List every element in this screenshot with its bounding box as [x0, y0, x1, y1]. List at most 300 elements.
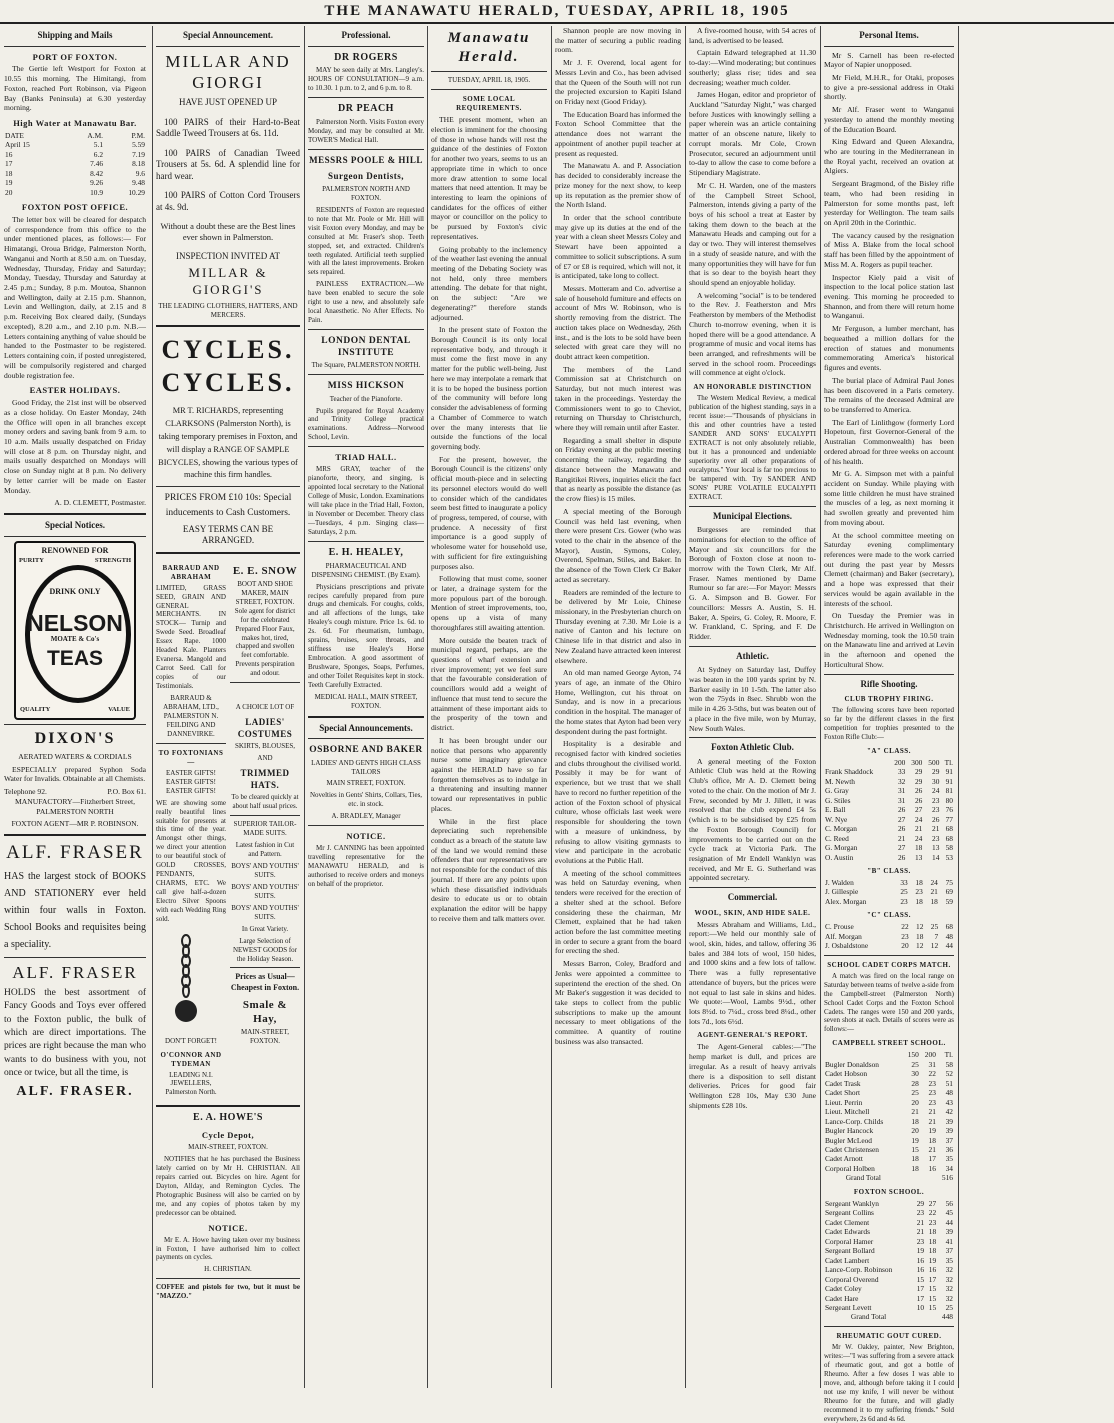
- news-paragraph: Mr J. F. Overend, local agent for Messrs Levin and Co., has been advised that the Queen of the South will not run the projected excursion to Kapiti Island on Friday next (Good Friday).: [555, 58, 681, 107]
- trimmed-hats: TRIMMED HATS.: [240, 768, 290, 790]
- table-cell: 21: [911, 1107, 919, 1117]
- table-cell: 91: [945, 776, 953, 786]
- table-cell: 200: [894, 757, 906, 767]
- table-row: [824, 1145, 954, 1154]
- table-cell: Cadet Short: [825, 1088, 861, 1098]
- table-cell: 18: [928, 1135, 936, 1145]
- dont-forget: DON'T FORGET!: [165, 1036, 217, 1045]
- section-heading: Shipping and Mails: [37, 30, 113, 40]
- ladies-costumes: LADIES' COSTUMES: [237, 717, 293, 739]
- editorial-paragraph: THE present moment, when an election is imminent for the choosing of those in whose hands will rest the guidance of the destinies of Foxton for another two years, seems to us an appropriate time in which to once more draw attention to some local matters that need attention. It may be interesting to learn the opinions of candidates for the offices of either mayor or councillor on the policy to be pursued by Foxton's civic representatives.: [431, 115, 547, 241]
- chain-illustration: [156, 933, 216, 1028]
- news-paragraph: Regarding a small shelter in dispute on Friday evening at the public meeting concerning the railway, regarding the distance between the Manawatu and Rangitikei Rivers, inquiries elicit the fact that as nearly as possible the distance (as the crow flies) is 15 miles.: [555, 435, 681, 504]
- opened-line: HAVE JUST OPENED UP: [179, 97, 277, 108]
- port-heading: PORT OF FOXTON.: [32, 51, 118, 62]
- table-cell: [920, 1173, 937, 1182]
- table-row: [824, 887, 954, 896]
- table-cell: 76: [945, 805, 953, 815]
- class-c-heading: "C" CLASS.: [867, 911, 911, 920]
- foxtonians-heading: TO FOXTONIANS—: [158, 748, 224, 766]
- news-paragraph: James Hogan, editor and proprietor of Auckland "Saturday Night," was charged before Justices with knowingly selling a paper wherein was an article containing matter of an obscene nature, likely to corrupt morals. Mr Cole, Crown Prosecutor, secured an adjournment until to-day to allow the case to come before a Stipendiary Magistrate.: [689, 90, 816, 178]
- personal-item: King Edward and Queen Alexandra, who are touring in the Mediterranean in the Royal yacht, received an ovation at Algiers.: [824, 137, 954, 176]
- fraser-title-2: ALF. FRASER: [12, 963, 138, 983]
- table-cell: 18: [915, 896, 923, 906]
- class-c-table: [824, 922, 954, 950]
- latest-line: Latest fashion in Cut and Pattern.: [235, 841, 295, 858]
- table-cell: 75: [945, 877, 953, 887]
- post-office-heading: FOXTON POST OFFICE.: [21, 202, 129, 213]
- news-paragraph: The Manawatu A. and P. Association has decided to considerably increase the prize money for the next show, to keep up its reputation as the premier show of the North Island.: [555, 161, 681, 210]
- table-cell: 516: [941, 1173, 953, 1183]
- table-cell: Cadet Trask: [825, 1078, 861, 1088]
- table-cell: 9.6: [135, 168, 145, 178]
- fraser-books-text: HAS the largest stock of BOOKS AND STATIONERY ever held within four walls in Foxton. School Books and requisites being a speciality.: [4, 871, 146, 951]
- personal-item: The burial place of Admiral Paul Jones has been discovered in a Paris cemetery. The remains of the deceased Admiral are to be transferred to America.: [824, 375, 954, 414]
- news-paragraph: In order that the school contribute may give up its duties at the end of the year with a clean sheet Messrs Coley and Stewart have been appointed a committee to solicit subscriptions. A sum of £7 or £8 is required, which will not, it is anticipated, take long to collect.: [555, 212, 681, 281]
- table-cell: G. Morgan: [825, 843, 858, 853]
- cycles-title: CYCLES. CYCLES.: [161, 334, 295, 397]
- hickson-subtitle: Teacher of the Pianoforte.: [329, 394, 403, 403]
- table-cell: 21: [932, 824, 940, 834]
- osborne-baker-subtitle: LADIES' AND GENTS HIGH CLASS TAILORS: [311, 758, 421, 776]
- table-cell: 25: [930, 922, 939, 932]
- personal-item: The vacancy caused by the resignation of Miss A. Blake from the local school staff has been filled by the appointment of Miss M. A. Rogers as pupil teacher.: [824, 230, 954, 269]
- athletic-club-heading: Foxton Athletic Club.: [711, 742, 794, 753]
- fraser-signoff: ALF. FRASER.: [16, 1084, 134, 1100]
- table-cell: J. Walden: [825, 877, 854, 887]
- table-row: [824, 796, 954, 805]
- table-cell: 39: [945, 1227, 953, 1237]
- table-cell: 35: [945, 1255, 953, 1265]
- boys-line: BOYS' AND YOUTHS' SUITS.: [231, 903, 299, 921]
- table-row: [824, 932, 954, 941]
- choice-line: A CHOICE LOT OF: [235, 703, 295, 712]
- howe-address: MAIN-STREET, FOXTON.: [188, 1143, 268, 1152]
- table-cell: 22: [928, 1208, 937, 1218]
- table-cell: 51: [945, 1078, 953, 1088]
- news-paragraph: A five-roomed house, with 54 acres of land, is advertised to be leased.: [689, 26, 816, 45]
- table-cell: 43: [945, 1097, 953, 1107]
- table-row: [824, 1088, 954, 1097]
- table-cell: 18: [928, 1227, 937, 1237]
- rifle-text: The following scores have been reported so far by the different classes in the first competition for trophies presented to the Foxton Rifle Club:—: [824, 706, 954, 741]
- newest-line: Large Selection of NEWEST GOODS for the Holiday Season.: [232, 936, 298, 963]
- osborne-baker-address: MAIN STREET, FOXTON.: [326, 779, 406, 788]
- table-row: [824, 1199, 954, 1208]
- oconnor-text: LEADING N.I. JEWELLERS, Palmerston North.: [165, 1070, 217, 1097]
- table-cell: 27: [928, 1198, 937, 1208]
- table-cell: Cadet Edwards: [825, 1227, 870, 1237]
- table-row: [4, 159, 146, 168]
- gifts-heading: EASTER GIFTS! EASTER GIFTS! EASTER GIFTS!: [166, 768, 216, 795]
- howe-text: NOTIFIES that he has purchased the Business lately carried on by Mr H. CHRISTIAN. All repairs carried out. Bicycles on hire. Agent for Dayton, Allday, and Remington Cycles. The Photographic Business will also be carried on by me, and any copies of photos taken by my predecessor can be obtained.: [156, 1155, 300, 1217]
- table-cell: Cadet Coley: [825, 1284, 862, 1294]
- post-office-text: The letter box will be cleared for despatch of correspondence from this office to the under mentioned places, as follows:— For Himatangi, Oroua Bridge, Palmerston North, Wanganui and North at 8.50 a.m. on Tuesday, Wednesday, Thursday, Friday and Saturday; Monday, Tuesday, Thursday and Saturday at 2.45 p.m.; Sunday, 8 p.m. Moutoa, Shannon and Wellington, daily at 2.15 p.m. Shannon, Levin and Wellington, daily, at 2.15 and 8 p.m. Receiving Box cleared daily, (Sundays excepted), 8.20 a.m., and 2.10 p.m. N.B.—Letters containing anything of value should be handed to the Postmaster to be registered. Letters containing coin, if posted unregistered, will be compulsorily registered and charged double registration fee.: [4, 215, 146, 380]
- table-cell: 15: [928, 1303, 937, 1312]
- table-cell: 23: [928, 1217, 937, 1227]
- table-cell: April 15: [5, 140, 30, 150]
- snow-title: E. E. SNOW: [232, 564, 298, 577]
- table-cell: 8.18: [132, 159, 145, 169]
- table-row: [4, 150, 146, 159]
- table-cell: 7.19: [132, 149, 145, 159]
- snow-text: BOOT AND SHOE MAKER, MAIN STREET, FOXTON. Sole agent for district for the celebrated Prepared Floor Faux, makes hot, tired, chapped and swollen feet comfortable. Prevents perspiration and odour.: [234, 579, 296, 678]
- peach-text: Palmerston North. Visits Foxton every Monday, and may be consulted at Mr. TOWER'S Medical Hall.: [308, 117, 424, 144]
- novelties-text: Novelties in Gents' Shirts, Collars, Ties, etc. in stock.: [309, 791, 423, 809]
- table-cell: 12: [916, 922, 924, 932]
- dixon-title: DIXON'S: [34, 729, 116, 747]
- table-row: [824, 1164, 954, 1173]
- table-cell: 23: [928, 1088, 936, 1098]
- column-professional: [308, 26, 424, 1388]
- table-row: [824, 1117, 954, 1126]
- news-paragraph: The members of the Land Commission sat at Christchurch on Saturday, but not much interest was taken in the proceedings. Yesterday the Commissioners went to go to Cheviot, returning on Thursday to Christchurch, where they will remain until after Easter.: [555, 364, 681, 433]
- healey-title: E. H. HEALEY,: [328, 546, 404, 558]
- table-cell: 24: [932, 786, 940, 796]
- table-cell: 25: [911, 1059, 919, 1069]
- gout-heading: RHEUMATIC GOUT CURED.: [836, 1331, 942, 1340]
- table-cell: 15: [928, 1293, 937, 1303]
- athletic-club-text: A general meeting of the Foxton Athletic Club was held at the Rowing Club's office, Mr A. D. Clemett being voted to the chair. On the motion of Mr J. Frew, seconded by Mr J. Jillett, it was resolved that the club expend £4 5s (which is to be subsidised by £25 from the Foxton Borough Council) for improvements to be carried out on the cycle track at Victoria Park. The resignation of Mr Endell Wanklyn was received, and Mr E. G. Sutherland was appointed secretary.: [689, 756, 816, 883]
- table-cell: 41: [945, 1236, 953, 1246]
- easter-text: Good Friday, the 21st inst will be observed as a close holiday. On Easter Monday, 24th the Office will open in all branches except money orders and saving bank from 9 a.m. to 10 a.m. Mails usually despatched on Friday will close at 8 p.m. on Thursday night, and mails usually despatched on Mondays will close on Sunday night at 8 p.m. No delivery by letter carrier will be made on Easter Monday.: [4, 398, 146, 495]
- table-row: [824, 1294, 954, 1303]
- wool-sale-text: Messrs Abraham and Williams, Ltd., report:—We held our monthly sale of wool, skin, hides, and tallow, offering 36 bales and 384 lots of wool, 150 hides, and 1000 skins and a few lots of tallow. There was a fully representative attendance of buyers, but the prices were not equal to last sale in skins and hides. We quote:—Wool, Lambs 9½d., other lots 8½d. to 7¼d., cross bred 8¼d., other lots 7d., lots 6½d.: [689, 919, 816, 1026]
- fraser-title: ALF. FRASER: [6, 842, 144, 864]
- table-cell: Frank Shaddock: [825, 767, 874, 777]
- table-cell: Cadet Lambert: [825, 1255, 870, 1265]
- table-cell: 29: [932, 767, 940, 777]
- agent-general-heading: AGENT-GENERAL'S REPORT.: [697, 1031, 808, 1040]
- herald-title: Manawatu Herald.: [447, 30, 531, 66]
- personal-item: Mr G. A. Simpson met with a painful accident on Sunday. While playing with some little children he must have strained the muscles of a leg, as next morning it had swollen greatly and prevented him from moving about.: [824, 469, 954, 527]
- table-row: [824, 941, 954, 950]
- cadet-text: A match was fired on the local range on Saturday between teams of twelve a-side from the Campbell-street (Palmerston North) School Cadet Corps and the Foxton School Cadets. The ranges were 150 and 200 yards, seven shots at each. Details of scores were as follows:—: [824, 971, 954, 1034]
- table-cell: 21: [928, 1116, 936, 1126]
- dixon-agent: FOXTON AGENT—MR P. ROBINSON.: [11, 819, 139, 829]
- commercial-heading: Commercial.: [727, 892, 778, 903]
- variety-line: In Great Variety.: [241, 924, 289, 933]
- table-row: [824, 777, 954, 786]
- table-cell: Cadet Clement: [825, 1217, 870, 1227]
- two-column-ads: [156, 559, 300, 1101]
- table-cell: 26: [932, 814, 940, 824]
- foxton-school-heading: FOXTON SCHOOL.: [853, 1187, 925, 1196]
- table-cell: [824, 758, 889, 767]
- bradley-manager: A. BRADLEY, Manager: [331, 812, 401, 821]
- table-row: [824, 878, 954, 887]
- london-dental-address: The Square, PALMERSTON NORTH.: [311, 361, 421, 370]
- table-row: [824, 1060, 954, 1069]
- table-cell: 80: [945, 795, 953, 805]
- trousers-line-1: 100 PAIRS of their Hard-to-Beat Saddle Tweed Trousers at 6s. 11d.: [156, 116, 300, 139]
- table-cell: 21: [897, 833, 906, 843]
- table-cell: 33: [897, 767, 906, 777]
- invited-line: INSPECTION INVITED AT: [176, 250, 280, 261]
- table-cell: 28: [911, 1078, 919, 1088]
- table-row: [824, 786, 954, 795]
- table-cell: 25: [900, 887, 908, 897]
- news-paragraph: Shannon people are now moving in the matter of securing a public reading room.: [555, 26, 681, 55]
- editorial-paragraph: Following that must come, sooner or later, a drainage system for the more populous part of the borough. Mention of street improvements, too, opens up a vista of many thoroughfares still awaiting attention.: [431, 574, 547, 632]
- table-cell: 48: [945, 931, 953, 941]
- table-cell: 5.1: [93, 140, 104, 150]
- table-row: [824, 1154, 954, 1163]
- table-row: [4, 140, 146, 149]
- table-row: [4, 178, 146, 187]
- editorial-paragraph: Going probably to the inclemency of the weather last evening the annual meeting of the Debating Society was not held, only three members attending. The debate for that night, on the subject: "Are we degenerating?" therefore stands adjourned.: [431, 244, 547, 322]
- column-special-announcement: [156, 26, 300, 1388]
- table-row: [824, 1079, 954, 1088]
- table-row: [824, 922, 954, 931]
- issue-date: TUESDAY, APRIL 18, 1905.: [447, 76, 531, 85]
- table-cell: DATE: [5, 130, 24, 140]
- column-rule: [551, 26, 552, 1388]
- table-cell: 18: [930, 896, 938, 906]
- table-cell: 17: [916, 1293, 925, 1303]
- news-paragraph: Messrs Barron, Coley, Bradford and Jenks were appointed a committee to superintend the erection of the shed. On Mr Baker's suggestion it was decided to take steps to collect from the public subscriptions to make up the amount necessary to meet obligations of the committee. A quantity of routine business was also transacted.: [555, 959, 681, 1046]
- smale-hay-title: Smale & Hay,: [242, 998, 288, 1025]
- wool-sale-heading: WOOL, SKIN, AND HIDE SALE.: [694, 908, 811, 917]
- table-cell: Lieut. Mitchell: [825, 1107, 870, 1117]
- table-cell: 53: [945, 852, 953, 862]
- table-cell: 26: [914, 786, 923, 796]
- table-cell: C. Prouse: [825, 922, 854, 932]
- table-cell: Lance-Corp. Childs: [825, 1116, 884, 1126]
- table-cell: 13: [932, 843, 940, 853]
- table-cell: 14: [932, 852, 940, 862]
- howe-subtitle: Cycle Depot,: [201, 1130, 255, 1141]
- table-cell: 6.2: [93, 149, 104, 159]
- clothiers-line: THE LEADING CLOTHIERS, HATTERS, AND MERCERS.: [158, 301, 298, 319]
- table-cell: 52: [945, 1069, 953, 1079]
- table-cell: 18: [911, 1163, 919, 1173]
- london-dental-title: LONDON DENTAL INSTITUTE: [321, 336, 411, 359]
- table-cell: 32: [945, 1284, 953, 1294]
- table-cell: 9.48: [132, 178, 145, 188]
- editorial-paragraph: It has been brought under our notice that persons who apparently nurse some imaginary grievance against the HERALD have so far forgotten themselves as to indulge in a threatening and insulting manner toward our representatives in public places.: [431, 735, 547, 813]
- class-a-table: [824, 758, 954, 862]
- column-news-2: [689, 26, 816, 1388]
- table-cell: Sergeant Collins: [825, 1208, 874, 1218]
- table-cell: 24: [914, 833, 923, 843]
- table-cell: E. Ball: [825, 805, 846, 815]
- tides-heading: High Water at Manawatu Bar.: [13, 117, 137, 128]
- osborne-baker-title: OSBORNE AND BAKER: [309, 745, 423, 756]
- table-row: [824, 897, 954, 906]
- table-cell: 33: [900, 877, 908, 887]
- gout-text: Mr W. Oakley, painter, New Brighton, writes:—"I was suffering from a severe attack of rheumatic gout, and got a bottle of Rheumo. After a few doses I was able to move, and, although before taking it I could not use my knife, I will never be without Rheumo for the future, and will gladly recommend it to my suffering friends." Sold everywhere, 2s 6d and 4s 6d.: [824, 1342, 954, 1423]
- news-paragraph: A welcoming "social" is to be tendered to the Rev. J. Featherston and Mrs Featherston by members of the Methodist Church to-morrow evening, when it is hoped there will be a good attendance. A programme of music and vocal items has been arranged, and refreshments will be served in the school room. Proceedings will commence at eight o'clock.: [689, 290, 816, 378]
- barraud-title: BARRAUD AND ABRAHAM: [162, 563, 220, 581]
- table-cell: Grand Total: [850, 1312, 887, 1322]
- table-cell: 69: [945, 887, 953, 897]
- table-cell: G. Gray: [825, 786, 849, 796]
- table-cell: Tl.: [944, 757, 953, 767]
- postmaster-signature: A. D. CLEMETT, Postmaster.: [54, 498, 146, 508]
- table-cell: Corporal Overend: [825, 1274, 879, 1284]
- cycles-prices: PRICES FROM £10 10s: Special inducements to Cash Customers.: [164, 493, 292, 518]
- table-row: [824, 1303, 954, 1312]
- table-row: [824, 834, 954, 843]
- coffee-line: COFFEE and pistols for two, but it must be "MAZZO.": [156, 1283, 300, 1301]
- table-cell: 25: [945, 1303, 953, 1312]
- table-cell: Lance-Corp. Robinson: [825, 1265, 893, 1275]
- table-row: [824, 1246, 954, 1255]
- table-cell: P.M.: [131, 130, 145, 140]
- column-rule: [685, 26, 686, 1388]
- tailor-line: SUPERIOR TAILOR-MADE SUITS.: [233, 820, 297, 838]
- table-cell: Sergeant Bollard: [825, 1246, 875, 1256]
- news-paragraph: A special meeting of the Borough Council was held last evening, when there were present Crs. Gower (who was voted to the chair in the absence of the Mayor), Austin, Symons, Coley, Overend, Spelman, Stiles, and Baker. In the absence of the Town Clerk Cr Baker acted as secretary.: [555, 506, 681, 584]
- table-cell: 21: [928, 1145, 936, 1155]
- table-row: [824, 853, 954, 862]
- table-row: [824, 805, 954, 814]
- table-cell: Cadet Christensen: [825, 1145, 879, 1155]
- personal-item: On Tuesday the Premier was in Christchurch. He arrived in Wellington on Wednesday morning, took the 10.50 train on the Manawatu line and arrived at Levin in the afternoon and opened the Horticultural Show.: [824, 611, 954, 669]
- table-cell: 77: [945, 814, 953, 824]
- class-b-heading: "B" CLASS.: [867, 867, 911, 876]
- table-cell: 29: [914, 776, 923, 786]
- table-cell: 29: [916, 1198, 925, 1208]
- municipal-heading: Municipal Elections.: [712, 510, 792, 521]
- table-cell: 21: [916, 1227, 925, 1237]
- table-cell: 23: [916, 1236, 925, 1246]
- gray-text: MRS GRAY, teacher of the pianoforte, theory, and singing, is appointed local secretary to the National College of Music, London. Examinations will take place in the Triad Hall, Foxton, in November or December. Theory class—Tuesdays, 4 p.m. Singing class—Saturdays, 2 p.m.: [308, 465, 424, 536]
- skirts-line: SKIRTS, BLOUSES,: [234, 742, 296, 751]
- easter-heading: EASTER HOLIDAYS.: [29, 385, 121, 396]
- table-cell: 23: [932, 795, 940, 805]
- table-cell: 16: [916, 1265, 925, 1275]
- table-cell: 39: [945, 1116, 953, 1126]
- editorial-paragraph: More outside the beaten track of municipal regard, perhaps, are the questions of wharf extension and river improvement; yet we feel sure that the favourable consideration of councillors would add a weight of influence that must tend to secure the attainment of these important aids to the prosperity of the town and district.: [431, 635, 547, 733]
- table-total-row: [824, 1312, 954, 1321]
- table-cell: 200: [924, 1050, 936, 1060]
- section-heading: Special Announcement.: [182, 30, 273, 40]
- table-cell: 31: [897, 795, 906, 805]
- personal-item: At the school committee meeting on Saturday evening complimentary references were made to the work carried out during the past year by Messrs Clemett (chairman) and Baker (secretary), and a hope was expressed that their services would be again available in the interests of the school.: [824, 530, 954, 608]
- personal-item: Inspector Kiely paid a visit of inspection to the local police station last evening. This morning he proceeded to Shannon, and from there will return home to Wanganui.: [824, 272, 954, 321]
- table-cell: O. Austin: [825, 852, 854, 862]
- howe-title: E. A. HOWE'S: [193, 1112, 263, 1124]
- gifts-text: WE are showing some really beautiful lines suitable for presents at this time of the year. Amongst other things, we direct your attention to our beautiful stock of GOLD CROSSES, PENDANTS, CHARMS, ETC. We call give half-a-dozen Electro Silver Spoons with each Wedding Ring sold.: [156, 798, 226, 923]
- personal-item: Mr S. Carnell has been re-elected Mayor of Napier unopposed.: [824, 50, 954, 70]
- table-cell: Grand Total: [845, 1173, 881, 1183]
- column-rule: [427, 26, 428, 1388]
- table-cell: 32: [897, 776, 906, 786]
- news-paragraph: Messrs. Motteram and Co. advertise a sale of household furniture and effects on account of Mrs W. Robinson, who is shortly removing from the district. The auction takes place on Wednesday, 26th inst., and is the lots to be sold have been selected with great care they will no doubt attract keen competition.: [555, 283, 681, 361]
- table-cell: 19: [916, 1246, 925, 1256]
- rogers-text: MAY be seen daily at Mrs. Langley's. HOURS OF CONSULTATION—9 a.m. to 10.30. 1 p.m. to 2, and 6 p.m. to 8.: [308, 66, 424, 93]
- table-cell: 18: [928, 1246, 937, 1256]
- municipal-text: Burgesses are reminded that nominations for election to the office of Mayor and six councillors for the Borough of Foxton close at noon to-morrow with the Town Clerk, Mr Alf. Fraser. Names mentioned by Dame Rumour so far are:—For Mayor: Messrs G. A. Simpson and B. Gower. For councillors: Messrs A. Austin, S. H. Baker, A. Speirs, G. Coley, R. Moore, F. W. Frankland, C. Spring, and F. De Ridder.: [689, 525, 816, 641]
- table-cell: 12: [930, 941, 939, 951]
- healey-text: Physicians prescriptions and private recipes carefully prepared from pure drugs and chemicals. For coughs, colds, and all affections of the lungs, take Healey's cough mixture. Price 1s. 6d. to 2s. 6d. For rheumatism, lumbago, sprains, bruises, sore throats, and stiffness use Healey's Horse Embrocation. A good assortment of Brushware, Sponges, Soaps, Perfumes, and other Toilet Requisites kept in stock. Teeth Carefully Extracted.: [308, 582, 424, 690]
- boys-line: BOYS' AND YOUTHS' SUITS.: [231, 882, 299, 900]
- table-cell: 16: [5, 149, 13, 159]
- table-cell: 16: [928, 1265, 937, 1275]
- cleared-line: To be cleared quickly at about half usual prices.: [231, 793, 299, 811]
- table-row: [824, 1265, 954, 1274]
- table-row: [824, 1256, 954, 1265]
- table-cell: 16: [928, 1163, 936, 1173]
- table-cell: 26: [897, 805, 906, 815]
- table-row: [824, 1237, 954, 1246]
- table-row: [4, 169, 146, 178]
- table-cell: 18: [915, 877, 923, 887]
- table-cell: 21: [916, 1217, 925, 1227]
- table-cell: 18: [916, 931, 924, 941]
- table-cell: 68: [945, 824, 953, 834]
- table-cell: 21: [928, 1107, 936, 1117]
- table-cell: 22: [928, 1069, 936, 1079]
- millar-giorgi-title: MILLAR AND GIORGI: [165, 51, 291, 93]
- table-cell: 23: [928, 1078, 936, 1088]
- hickson-text: Pupils prepared for Royal Academy and Trinity College practical examinations. Address—Norwood School, Levin.: [308, 406, 424, 442]
- table-cell: 68: [945, 922, 953, 932]
- table-row: [824, 1107, 954, 1116]
- column-rule: [304, 26, 305, 1388]
- table-cell: [913, 1312, 925, 1321]
- hickson-title: MISS HICKSON: [327, 381, 405, 392]
- table-cell: 18: [911, 1154, 919, 1164]
- table-cell: 15: [916, 1274, 925, 1284]
- doubt-line: Without a doubt these are the Best lines ever shown in Palmerston.: [160, 221, 296, 243]
- dixon-manufactory: MANUFACTORY—Fitzherbert Street, PALMERSTON NORTH: [15, 796, 135, 816]
- table-cell: 27: [897, 843, 906, 853]
- cycles-text: MR T. RICHARDS, representing CLARKSONS (Palmerston North), is taking temporary premises in Foxton, and will display a RANGE OF SAMPLE BICYCLES, showing the various types of machine this firm handles.: [158, 406, 298, 480]
- table-cell: 17: [916, 1284, 925, 1294]
- table-cell: Sergeant Levett: [825, 1303, 872, 1312]
- table-cell: 13: [914, 852, 923, 862]
- distinction-text: The Western Medical Review, a medical publication of the highest standing, says in a recent issue:—"Thousands of physicians in this and other countries have a tested SANDER AND SONS' EUCALYPTI EXTRACT is not only absolutely reliable, but it has a pronounced and undeniable superiority over all other preparations of eucalyptus." Your local is far too precious to be tampered with. Try SANDER AND SONS' PURE VOLATILE EUCALYPTI EXTRACT.: [689, 394, 816, 501]
- table-cell: 19: [5, 178, 13, 188]
- rifle-heading: Rifle Shooting.: [860, 678, 918, 689]
- table-cell: J. Gillespie: [825, 887, 859, 897]
- table-row: [824, 1227, 954, 1236]
- table-cell: 26: [914, 795, 923, 805]
- prices-usual: Prices as Usual—Cheapest in Foxton.: [230, 972, 300, 992]
- table-cell: 23: [916, 1208, 925, 1218]
- table-cell: [925, 1312, 937, 1321]
- table-row: [824, 824, 954, 833]
- table-cell: 20: [901, 941, 909, 951]
- table-cell: 5.59: [132, 140, 145, 150]
- athletic-text: At Sydney on Saturday last, Duffey was beaten in the 100 yards sprint by N. Barker easily in 10 1-5th. The latter also won the 75yds in 8sec. Shrubb won the mile in 4.26 3-5ths, but was beaten out of a place in the five mile, won by Murray, New South Wales.: [689, 665, 816, 733]
- cadet-heading: SCHOOL CADET CORPS MATCH.: [827, 960, 951, 969]
- table-cell: 300: [911, 757, 923, 767]
- table-cell: 19: [928, 1126, 936, 1136]
- trousers-line-2: 100 PAIRS of Canadian Tweed Trousers at 5s. 6d. A splendid line for hard wear.: [156, 147, 300, 181]
- table-cell: 30: [911, 1069, 919, 1079]
- table-row: [824, 1136, 954, 1145]
- table-row: [824, 843, 954, 852]
- table-cell: 17: [5, 159, 13, 169]
- table-cell: 91: [945, 767, 953, 777]
- christian-signature: H. CHRISTIAN.: [204, 1265, 252, 1274]
- distinction-heading: AN HONORABLE DISTINCTION: [693, 383, 812, 392]
- barraud-text: LIMITED, GRASS SEED, GRAIN AND GENERAL MERCHANTS. IN STOCK— Turnip and Swede Seed. Broadleaf Essex Rape. 1000 Headed Kale. Planters Evanersa. Mangold and Carrot Seed. Call for copies of our Testimonials.: [156, 583, 226, 691]
- agent-general-text: The Agent-General cables:—"The hemp market is dull, and prices are irregular. As a result of heavy arrivals there is a disposition to sell distant deliveries. Prices for good fair Wellington £28 10s, May £30 June shipments £28 10s.: [689, 1042, 816, 1110]
- table-cell: W. Nye: [825, 814, 848, 824]
- table-cell: 150: [907, 1050, 919, 1060]
- table-cell: Tl.: [944, 1050, 953, 1060]
- column-local-news: [555, 26, 681, 1388]
- table-cell: 9.26: [90, 178, 104, 188]
- dixon-subtitle: AERATED WATERS & CORDIALS: [18, 752, 132, 761]
- table-cell: 21: [914, 824, 923, 834]
- triad-hall-heading: TRIAD HALL.: [335, 452, 397, 463]
